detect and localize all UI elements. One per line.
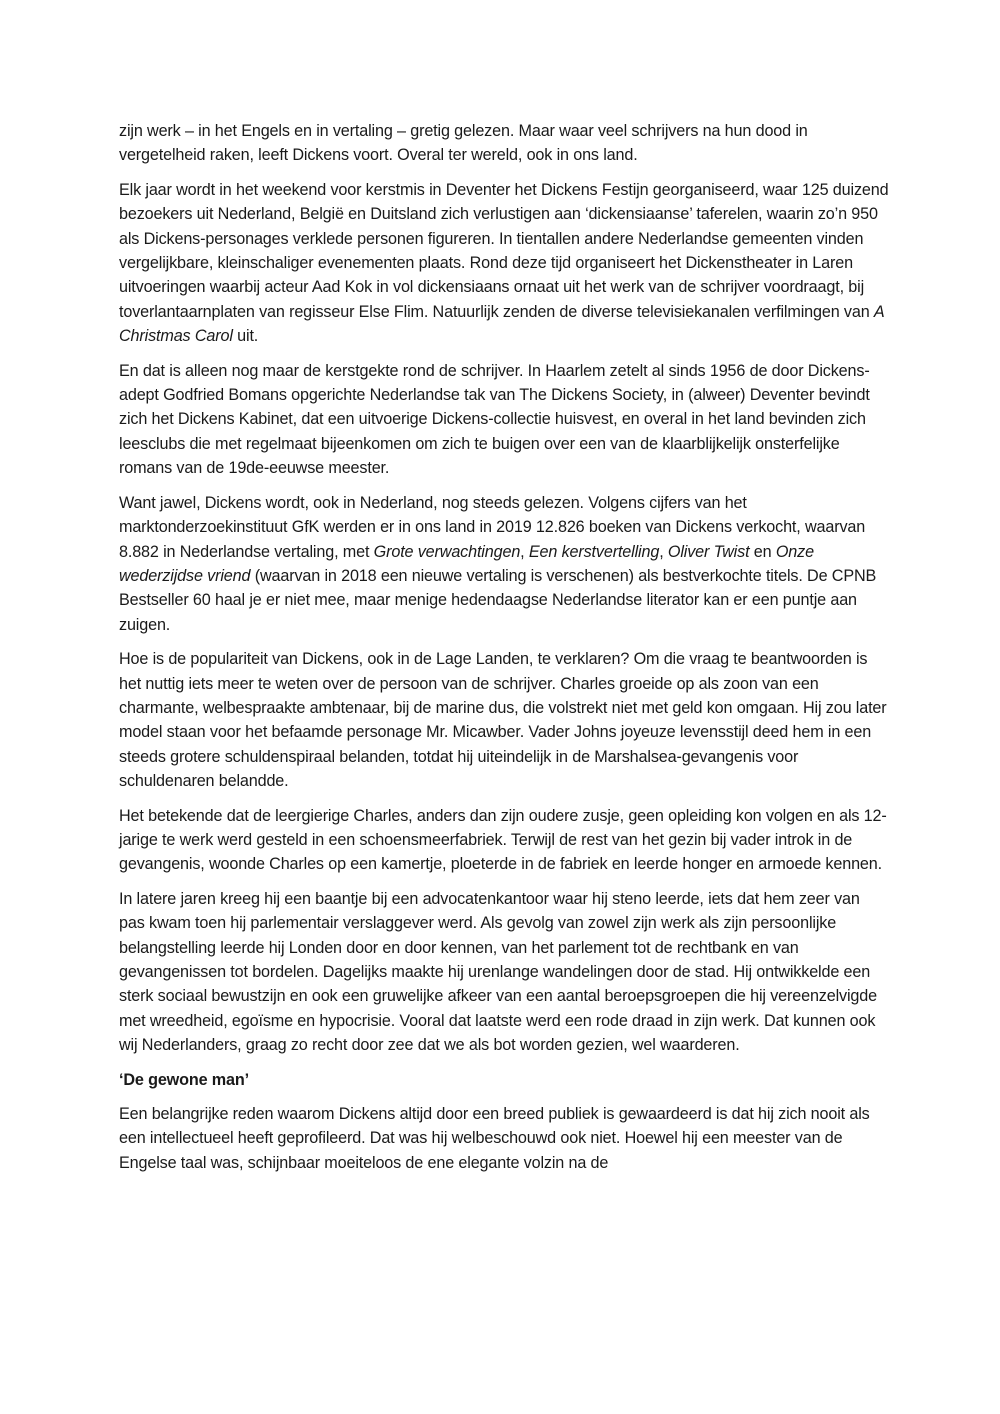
text-run: Elk jaar wordt in het weekend voor kerstmis in Deventer het Dickens Festijn georganiseerd, waar 125 duizend bezoekers uit Nederland, België en Duitsland zich verlustigen aan ‘dickensiaanse’ taferelen, waarin zo’n 950 als Dickens-personages verklede personen figureren. In tientallen andere Nederlandse gemeenten vinden vergelijkbare, kleinschaliger evenementen plaats. Rond deze tijd organiseert het Dickenstheater in Laren uitvoeringen waarbij acteur Aad Kok in vol dickensiaans ornaat uit het werk van de schrijver voordraagt, bij toverlantaarnplaten van regisseur Else Flim. Natuurlijk zenden de diverse televisiekanalen verfilmingen van [119,180,889,321]
text-run: Want jawel, Dickens wordt, ook in Nederland, nog steeds gelezen. Volgens cijfers van het marktonderzoekinstituut GfK werden er in ons land in 2019 12.826 boeken van Dickens verkocht, waarvan 8.882 in Nederlandse vertaling, met [119,493,866,561]
final-paragraph: Een belangrijke reden waarom Dickens altijd door een breed publiek is gewaardeerd is dat hij zich nooit als een intellectueel heeft geprofileerd. Dat was hij welbeschouwd ook niet. Hoewel hij een meester van de Engelse taal was, schijnbaar moeiteloos de ene elegante volzin na de [119,1105,870,1172]
text-run: en [749,542,776,561]
text-run: , [520,542,529,561]
paragraph-list [119,119,889,1058]
italic-title: Oliver Twist [667,542,750,561]
italic-title: A Christmas Carol [119,302,884,346]
italic-title: Onze wederzijdse vriend [119,542,814,585]
text-run: , [659,542,668,561]
section-heading: ‘De gewone man’ [119,1070,249,1089]
article-body [119,119,889,1185]
body-paragraph [119,491,889,637]
body-paragraph [119,359,889,481]
body-paragraph [119,887,889,1058]
body-paragraph [119,804,889,877]
text-run: En dat is alleen nog maar de kerstgekte rond de schrijver. In Haarlem zetelt al sinds 1956 de door Dickens-adept Godfried Bomans opgerichte Nederlandse tak van The Dickens Society, in (alweer) Deventer bevindt zich het Dickens Kabinet, dat een uitvoerige Dickens-collectie huisvest, en overal in het land bevinden zich leesclubs die met regelmaat bijeenkomen om zich te buigen over een van de klaarblijkelijk onsterfelijke romans van de 19de-eeuwse meester. [119,361,870,478]
text-run: (waarvan in 2018 een nieuwe vertaling is verschenen) als bestverkochte titels. De CPNB Bestseller 60 haal je er niet mee, maar menige hedendaagse Nederlandse literator kan er een puntje aan zuigen. [119,566,877,634]
text-run: Het betekende dat de leergierige Charles, anders dan zijn oudere zusje, geen opleiding kon volgen en als 12-jarige te werk werd gesteld in een schoensmeerfabriek. Terwijl de rest van het gezin bij vader introk in de gevangenis, woonde Charles op een kamertje, ploeterde in de fabriek en leerde honger en armoede kennen. [119,806,887,874]
text-run: Hoe is de populariteit van Dickens, ook in de Lage Landen, te verklaren? Om die vraag te beantwoorden is het nuttig iets meer te weten over de persoon van de schrijver. Charles groeide op als zoon van een charmante, welbespraakte ambtenaar, bij de marine dus, die volstrekt niet met geld kon omgaan. Hij zou later model staan voor het befaamde personage Mr. Micawber. Vader Johns joyeuze levensstijl deed hem in een steeds grotere schuldenspiraal belanden, totdat hij uiteindelijk in de Marshalsea-gevangenis voor schuldenaren belandde. [119,650,887,791]
text-run: uit. [232,327,259,346]
body-paragraph [119,647,889,793]
italic-title: Een kerstvertelling [528,542,660,561]
italic-title: Grote verwachtingen [373,542,521,561]
body-paragraph [119,178,889,349]
text-run: In latere jaren kreeg hij een baantje bij een advocatenkantoor waar hij steno leerde, iets dat hem zeer van pas kwam toen hij parlementair verslaggever werd. Als gevolg van zowel zijn werk als zijn persoonlijke belangstelling leerde hij Londen door en door kennen, van het parlement tot de rechtbank en van gevangenissen tot bordelen. Dagelijks maakte hij urenlange wandelingen door de stad. Hij ontwikkelde een sterk sociaal bewustzijn en ook een gruwelijke afkeer van een aantal beroepsgroepen die hij vereenzelvigde met wreedheid, egoïsme en hypocrisie. Vooral dat laatste werd een rode draad in zijn werk. Dat kunnen ook wij Nederlanders, graag zo recht door zee dat we als bot worden gezien, wel waarderen. [119,889,877,1055]
body-paragraph [119,119,889,168]
text-run: zijn werk – in het Engels en in vertaling – gretig gelezen. Maar waar veel schrijvers na hun dood in vergetelheid raken, leeft Dickens voort. Overal ter wereld, ook in ons land. [119,122,808,165]
